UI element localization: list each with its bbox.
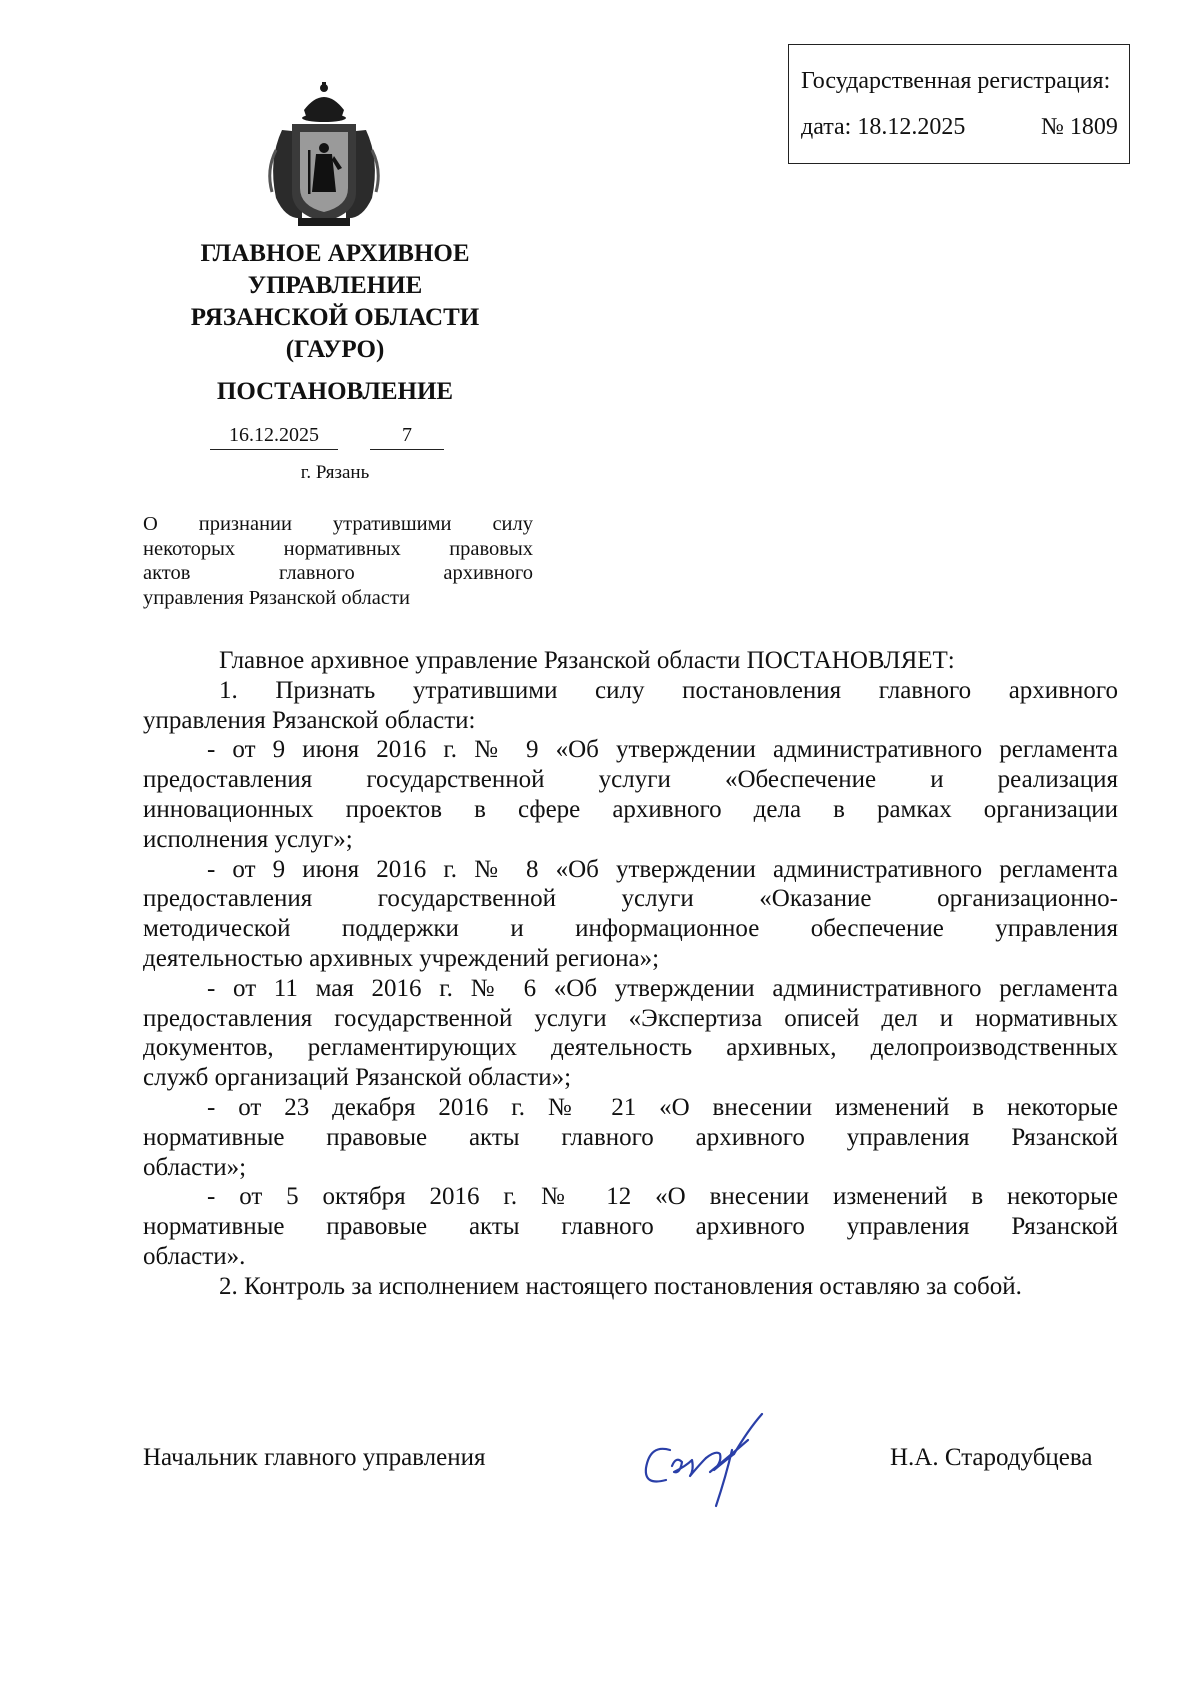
list-item-line: - от 23 декабря 2016 г. № 21 «О внесении изменений в некоторые — [207, 1093, 1118, 1121]
list-item-line: нормативные правовые акты главного архивного управления Рязанской — [143, 1213, 1118, 1241]
list-item-line: инновационных проектов в сфере архивного дела в рамках организации — [143, 795, 1118, 823]
list-item-line: - от 5 октября 2016 г. № 12 «О внесении изменений в некоторые — [207, 1183, 1118, 1211]
list-item-line: области». — [143, 1242, 246, 1270]
body-line: 2. Контроль за исполнением настоящего постановления оставляю за собой. — [219, 1272, 1022, 1300]
list-item-line: исполнения услуг»; — [143, 825, 353, 853]
handwritten-signature-icon — [636, 1410, 776, 1510]
list-item-line: предоставления государственной услуги «Оказание организационно- — [143, 885, 1118, 913]
document-type: ПОСТАНОВЛЕНИЕ — [216, 378, 454, 405]
body-line: 1. Признать утратившими силу постановления главного архивного — [219, 676, 1118, 704]
subject-line: управления Рязанской области — [143, 586, 410, 609]
organization-name-line: РЯЗАНСКОЙ ОБЛАСТИ — [190, 304, 480, 331]
list-item-line: - от 9 июня 2016 г. № 9 «Об утверждении административного регламента — [207, 736, 1118, 764]
list-item-line: методической поддержки и информационное обеспечение управления — [143, 915, 1118, 943]
organization-name — [150, 238, 520, 366]
document-date: 16.12.2025 — [210, 424, 338, 450]
organization-name-line: УПРАВЛЕНИЕ — [247, 272, 423, 299]
document-body — [143, 646, 1118, 1302]
subject-line: некоторых нормативных правовых — [143, 537, 533, 560]
signer-name: Н.А. Стародубцева — [890, 1444, 1093, 1471]
subject-line: О признании утратившими силу — [143, 513, 533, 535]
list-item-line: служб организаций Рязанской области»; — [143, 1064, 572, 1092]
list-item-line: предоставления государственной услуги «Обеспечение и реализация — [143, 766, 1118, 794]
list-item-line: - от 11 мая 2016 г. № 6 «Об утверждении административного регламента — [207, 974, 1118, 1002]
coat-of-arms-icon — [262, 80, 386, 230]
document-subject — [143, 512, 533, 610]
registration-title: Государственная регистрация: — [801, 68, 1111, 94]
list-item-line: - от 9 июня 2016 г. № 8 «Об утверждении административного регламента — [207, 855, 1118, 883]
list-item-line: предоставления государственной услуги «Экспертиза описей дел и нормативных — [143, 1004, 1118, 1032]
document-number: 7 — [370, 424, 444, 450]
body-line: управления Рязанской области: — [143, 706, 476, 734]
signer-position: Начальник главного управления — [143, 1444, 486, 1471]
body-intro: Главное архивное управление Рязанской области ПОСТАНОВЛЯЕТ: — [219, 647, 955, 674]
registration-box — [788, 44, 1130, 164]
registration-date: дата: 18.12.2025 — [801, 114, 966, 140]
registration-number: № 1809 — [1041, 114, 1118, 140]
list-item-line: деятельностью архивных учреждений региона»; — [143, 944, 660, 972]
list-item-line: области»; — [143, 1153, 247, 1181]
subject-line: актов главного архивного — [143, 562, 533, 584]
list-item-line: нормативные правовые акты главного архивного управления Рязанской — [143, 1123, 1118, 1151]
organization-name-line: (ГАУРО) — [285, 336, 385, 363]
list-item-line: документов, регламентирующих деятельность архивных, делопроизводственных — [143, 1034, 1118, 1062]
document-city: г. Рязань — [300, 462, 370, 483]
organization-name-line: ГЛАВНОЕ АРХИВНОЕ — [200, 240, 470, 267]
